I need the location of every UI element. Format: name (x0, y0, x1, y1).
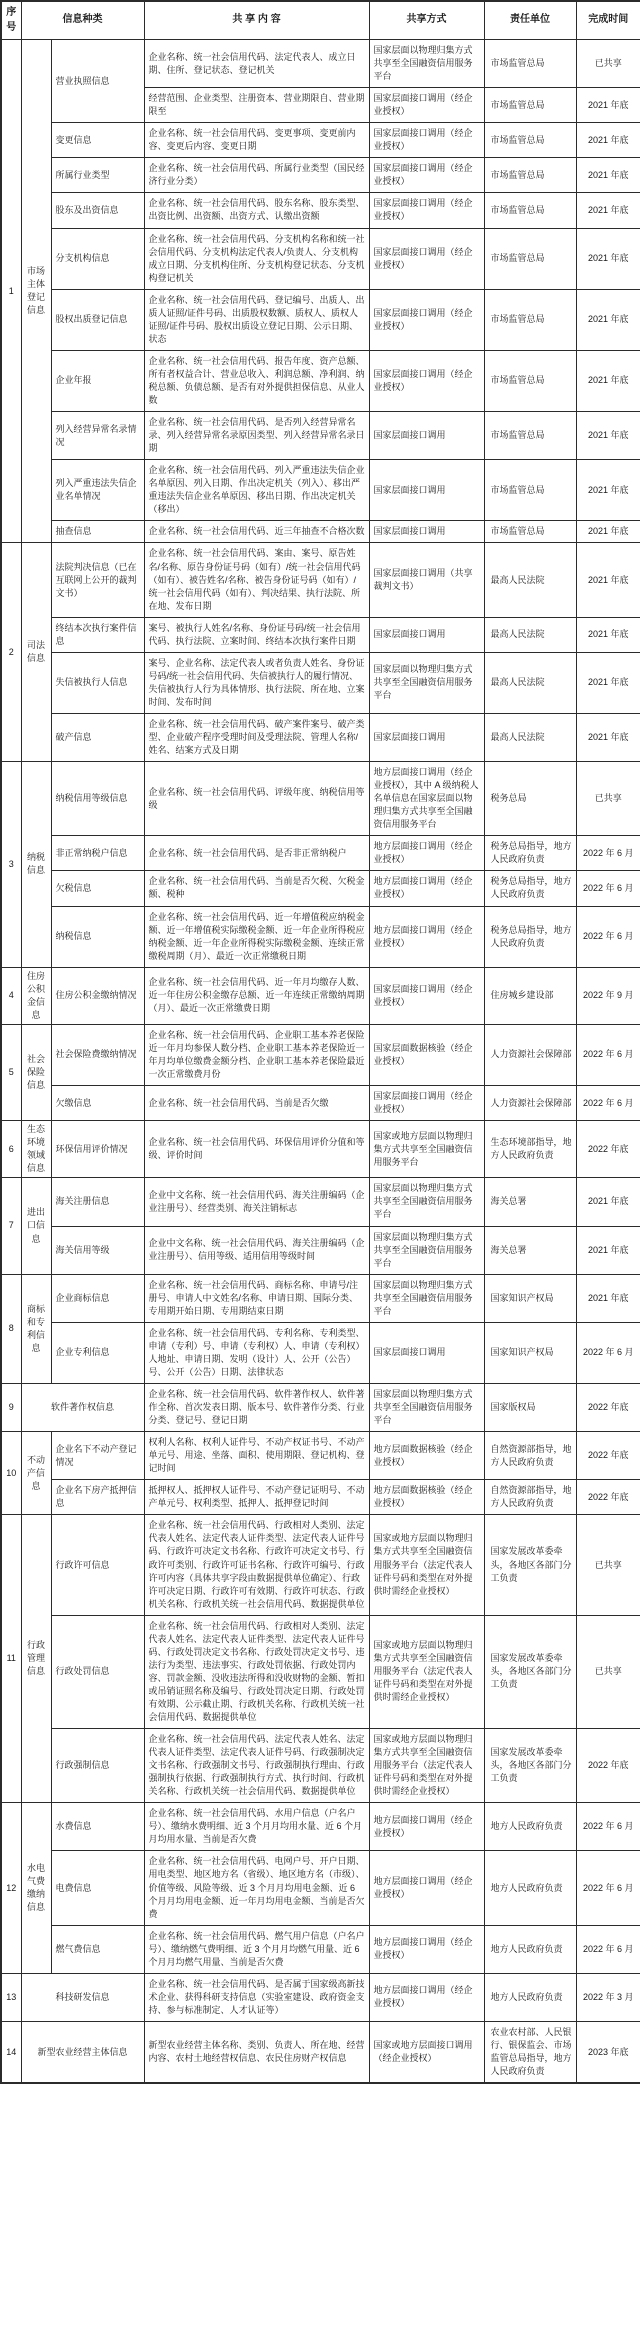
table-row (1, 1024, 640, 1085)
row-number: 8 (1, 1274, 21, 1383)
share-content-cell: 企业名称、统一社会信用代码、近一年月均缴存人数、近一年住房公积金缴存总额、近一年连续正常缴纳周期（月）、最近一次正常缴费日期 (144, 967, 369, 1024)
share-method-cell: 国家或地方层面以物理归集方式共享至全国融资信用服务平台（法定代表人证件号码和类型在对外提供时需经企业授权） (369, 1615, 484, 1728)
share-content-cell: 企业名称、统一社会信用代码、燃气用户信息（户名户号）、缴纳燃气费明细、近 3 个月月均燃气用量、近 6 个月月均燃气用量、当前是否欠费 (144, 1925, 369, 1973)
share-method-cell: 国家层面接口调用 (369, 617, 484, 652)
responsible-unit-cell: 自然资源部指导，地方人民政府负责 (484, 1432, 576, 1480)
completion-time-cell: 2022 年底 (576, 1729, 640, 1803)
table-row (1, 1851, 640, 1925)
info-type-cell: 行政许可信息 (51, 1515, 144, 1615)
share-method-cell: 国家层面接口调用（经企业授权） (369, 967, 484, 1024)
responsible-unit-cell: 税务总局指导，地方人民政府负责 (484, 906, 576, 967)
share-content-cell: 企业名称、统一社会信用代码、所属行业类型（国民经济行业分类） (144, 158, 369, 193)
responsible-unit-cell: 国家知识产权局 (484, 1322, 576, 1383)
info-category-label: 社会保险信息 (21, 1024, 51, 1120)
table-row (1, 123, 640, 158)
responsible-unit-cell: 最高人民法院 (484, 543, 576, 617)
info-type-cell: 股东及出资信息 (51, 193, 144, 228)
table-row (1, 460, 640, 521)
share-content-cell: 企业名称、统一社会信用代码、分支机构名称和统一社会信用代码、分支机构法定代表人/负责人、分支机构成立日期、分支机构住所、分支机构登记状态、分支机构登记机关 (144, 228, 369, 289)
row-number: 10 (1, 1432, 21, 1515)
share-method-cell: 地方层面接口调用（经企业授权） (369, 906, 484, 967)
share-method-cell: 地方层面接口调用（经企业授权） (369, 871, 484, 906)
info-type-cell: 终结本次执行案件信息 (51, 617, 144, 652)
share-method-cell: 国家层面接口调用 (369, 1322, 484, 1383)
share-method-cell: 国家层面以物理归集方式共享至全国融资信用服务平台 (369, 1178, 484, 1226)
share-method-cell: 国家层面接口调用（经企业授权） (369, 88, 484, 123)
responsible-unit-cell: 市场监管总局 (484, 412, 576, 460)
completion-time-cell: 2021 年底 (576, 652, 640, 713)
responsible-unit-cell: 市场监管总局 (484, 193, 576, 228)
info-type-cell: 列入经营异常名录情况 (51, 412, 144, 460)
completion-time-cell: 已共享 (576, 1515, 640, 1615)
table-row (1, 1480, 640, 1515)
info-type-cell: 社会保险费缴纳情况 (51, 1024, 144, 1085)
completion-time-cell: 2022 年 6 月 (576, 906, 640, 967)
table-row (1, 967, 640, 1024)
col-header-responsible-unit: 责任单位 (484, 1, 576, 40)
completion-time-cell: 2021 年底 (576, 228, 640, 289)
share-content-cell: 企业名称、统一社会信用代码、专利名称、专利类型、申请（专利）号、申请（专利权）人、申请（专利权）人地址、申请日期、发明（设计）人、公开（公告）号、公开（公告）日期、法律状态 (144, 1322, 369, 1383)
share-content-cell: 新型农业经营主体名称、类别、负责人、所在地、经营内容、农村土地经营权信息、农民住房财产权信息 (144, 2021, 369, 2083)
completion-time-cell: 已共享 (576, 762, 640, 836)
col-header-completion-time: 完成时间 (576, 1, 640, 40)
share-content-cell: 企业名称、统一社会信用代码、当前是否欠税、欠税金额、税种 (144, 871, 369, 906)
table-row (1, 350, 640, 411)
responsible-unit-cell: 最高人民法院 (484, 617, 576, 652)
share-method-cell: 地方层面数据核验（经企业授权） (369, 1432, 484, 1480)
share-content-cell: 企业名称、统一社会信用代码、商标名称、申请号/注册号、申请人中文姓名/名称、申请日期、国际分类、专用期开始日期、专用期结束日期 (144, 1274, 369, 1322)
table-row (1, 1925, 640, 1973)
info-category-label: 纳税信息 (21, 762, 51, 968)
responsible-unit-cell: 市场监管总局 (484, 460, 576, 521)
responsible-unit-cell: 农业农村部、人民银行、银保监会、市场监管总局指导，地方人民政府负责 (484, 2021, 576, 2083)
share-content-cell: 企业名称、统一社会信用代码、报告年度、资产总额、所有者权益合计、营业总收入、利润总额、净利润、纳税总额、负债总额、是否有对外提供担保信息、从业人数 (144, 350, 369, 411)
table-row (1, 2021, 640, 2083)
completion-time-cell: 2021 年底 (576, 158, 640, 193)
table-row (1, 1383, 640, 1431)
info-type-cell: 营业执照信息 (51, 40, 144, 123)
completion-time-cell: 2021 年底 (576, 88, 640, 123)
completion-time-cell: 2022 年 6 月 (576, 1024, 640, 1085)
info-type-cell: 分支机构信息 (51, 228, 144, 289)
responsible-unit-cell: 市场监管总局 (484, 88, 576, 123)
info-type-cell: 抽查信息 (51, 521, 144, 543)
share-content-cell: 企业名称、统一社会信用代码、列入严重违法失信企业名单原因、列入日期、作出决定机关（列入）、移出严重违法失信企业名单原因、移出日期、作出决定机关（移出） (144, 460, 369, 521)
row-number: 2 (1, 543, 21, 762)
share-content-cell: 企业名称、统一社会信用代码、环保信用评价分值和等级、评价时间 (144, 1121, 369, 1178)
info-type-cell: 法院判决信息（已在互联网上公开的裁判文书） (51, 543, 144, 617)
info-type-cell: 欠缴信息 (51, 1086, 144, 1121)
share-method-cell: 地方层面接口调用（经企业授权） (369, 1851, 484, 1925)
col-header-share-method: 共享方式 (369, 1, 484, 40)
share-method-cell: 地方层面接口调用（经企业授权） (369, 836, 484, 871)
responsible-unit-cell: 税务总局 (484, 762, 576, 836)
share-method-cell: 地方层面数据核验（经企业授权） (369, 1480, 484, 1515)
completion-time-cell: 2021 年底 (576, 543, 640, 617)
share-content-cell: 企业名称、统一社会信用代码、法定代表人、成立日期、住所、登记状态、登记机关 (144, 40, 369, 88)
share-method-cell: 国家层面接口调用 (369, 460, 484, 521)
completion-time-cell: 2021 年底 (576, 713, 640, 761)
share-content-cell: 经营范围、企业类型、注册资本、营业期限自、营业期限至 (144, 88, 369, 123)
col-header-info-category: 信息种类 (21, 1, 144, 40)
responsible-unit-cell: 市场监管总局 (484, 521, 576, 543)
table-row (1, 40, 640, 88)
responsible-unit-cell: 市场监管总局 (484, 123, 576, 158)
responsible-unit-cell: 地方人民政府负责 (484, 1925, 576, 1973)
responsible-unit-cell: 人力资源社会保障部 (484, 1024, 576, 1085)
share-method-cell: 国家或地方层面以物理归集方式共享至全国融资信用服务平台（法定代表人证件号码和类型在对外提供时需经企业授权） (369, 1515, 484, 1615)
table-row (1, 871, 640, 906)
responsible-unit-cell: 国家知识产权局 (484, 1274, 576, 1322)
share-method-cell: 国家层面数据核验（经企业授权） (369, 1024, 484, 1085)
completion-time-cell: 2022 年 6 月 (576, 836, 640, 871)
row-number: 14 (1, 2021, 21, 2083)
info-category-label: 进出口信息 (21, 1178, 51, 1274)
info-type-cell: 非正常纳税户信息 (51, 836, 144, 871)
share-content-cell: 企业名称、统一社会信用代码、是否非正常纳税户 (144, 836, 369, 871)
info-type-cell: 海关信用等级 (51, 1226, 144, 1274)
completion-time-cell: 2021 年底 (576, 617, 640, 652)
table-row (1, 713, 640, 761)
responsible-unit-cell: 人力资源社会保障部 (484, 1086, 576, 1121)
table-row (1, 617, 640, 652)
responsible-unit-cell: 地方人民政府负责 (484, 1803, 576, 1851)
table-row (1, 228, 640, 289)
share-method-cell: 地方层面接口调用（经企业授权） (369, 1925, 484, 1973)
info-category-label: 司法信息 (21, 543, 51, 762)
table-row (1, 906, 640, 967)
completion-time-cell: 2021 年底 (576, 289, 640, 350)
info-type-cell: 住房公积金缴纳情况 (51, 967, 144, 1024)
row-number: 11 (1, 1515, 21, 1803)
responsible-unit-cell: 自然资源部指导，地方人民政府负责 (484, 1480, 576, 1515)
table-row (1, 521, 640, 543)
table-row (1, 1226, 640, 1274)
table-row (1, 1803, 640, 1851)
completion-time-cell: 2022 年底 (576, 1432, 640, 1480)
info-type-cell: 企业专利信息 (51, 1322, 144, 1383)
responsible-unit-cell: 市场监管总局 (484, 350, 576, 411)
table-row (1, 1432, 640, 1480)
share-content-cell: 企业名称、统一社会信用代码、近三年抽查不合格次数 (144, 521, 369, 543)
responsible-unit-cell: 市场监管总局 (484, 289, 576, 350)
share-method-cell: 国家或地方层面以物理归集方式共享至全国融资信用服务平台 (369, 1121, 484, 1178)
table-row (1, 762, 640, 836)
share-content-cell: 企业名称、统一社会信用代码、法定代表人姓名、法定代表人证件类型、法定代表人证件号码、行政强制决定文书名称、行政强制文书号、行政强制执行理由、行政强制执行依据、行政强制执行方式、执行时间、行政机关名称、行政机关统一社会信用代码、数据提供单位 (144, 1729, 369, 1803)
responsible-unit-cell: 税务总局指导，地方人民政府负责 (484, 836, 576, 871)
row-number: 9 (1, 1383, 21, 1431)
share-method-cell: 国家层面接口调用 (369, 521, 484, 543)
info-type-cell: 所属行业类型 (51, 158, 144, 193)
share-method-cell: 国家层面接口调用（共享裁判文书） (369, 543, 484, 617)
responsible-unit-cell: 生态环境部指导，地方人民政府负责 (484, 1121, 576, 1178)
table-body (1, 40, 640, 2084)
share-content-cell: 案号、被执行人姓名/名称、身份证号码/统一社会信用代码、执行法院、立案时间、终结本次执行案件日期 (144, 617, 369, 652)
share-content-cell: 企业名称、统一社会信用代码、行政相对人类别、法定代表人姓名、法定代表人证件类型、法定代表人证件号码、行政许可决定文书名称、行政许可决定文书号、行政许可类别、行政许可证书名称、行政许可编号、行政许可内容（具体共享字段由数据提供单位确定）、行政许可决定日期、行政许可有效期、行政许可状态、行政机关名称、行政机关统一社会信用代码、数据提供单位 (144, 1515, 369, 1615)
info-category-label: 住房公积金信息 (21, 967, 51, 1024)
share-content-cell: 企业名称、统一社会信用代码、案由、案号、原告姓名/名称、原告身份证号码（如有）/统一社会信用代码（如有）、被告姓名/名称、被告身份证号码（如有）/统一社会信用代码（如有）、判决结果、执行法院、所在地、发布日期 (144, 543, 369, 617)
responsible-unit-cell: 国家版权局 (484, 1383, 576, 1431)
info-category-label: 科技研发信息 (21, 1973, 144, 2021)
header-row (1, 1, 640, 40)
share-content-cell: 企业名称、统一社会信用代码、近一年增值税应纳税金额、近一年增值税实际缴税金额、近一年企业所得税应纳税金额、近一年企业所得税实际缴税金额、连续正常缴税周期（月）、最近一次正常缴税日期 (144, 906, 369, 967)
row-number: 13 (1, 1973, 21, 2021)
share-content-cell: 企业名称、统一社会信用代码、评级年度、纳税信用等级 (144, 762, 369, 836)
share-method-cell: 国家或地方层面以物理归集方式共享至全国融资信用服务平台（法定代表人证件号码和类型在对外提供时需经企业授权） (369, 1729, 484, 1803)
info-type-cell: 环保信用评价情况 (51, 1121, 144, 1178)
completion-time-cell: 2022 年 6 月 (576, 871, 640, 906)
completion-time-cell: 已共享 (576, 1615, 640, 1728)
table-row (1, 1178, 640, 1226)
share-content-cell: 企业中文名称、统一社会信用代码、海关注册编码（企业注册号）、经营类别、海关注销标志 (144, 1178, 369, 1226)
share-method-cell: 国家层面接口调用（经企业授权） (369, 228, 484, 289)
table-row (1, 543, 640, 617)
row-number: 1 (1, 40, 21, 543)
share-method-cell: 国家层面接口调用（经企业授权） (369, 123, 484, 158)
info-type-cell: 企业年报 (51, 350, 144, 411)
info-type-cell: 变更信息 (51, 123, 144, 158)
completion-time-cell: 2022 年 6 月 (576, 1925, 640, 1973)
share-method-cell: 国家层面以物理归集方式共享至全国融资信用服务平台 (369, 1274, 484, 1322)
table-row (1, 1729, 640, 1803)
share-method-cell: 国家层面以物理归集方式共享至全国融资信用服务平台 (369, 1226, 484, 1274)
completion-time-cell: 2021 年底 (576, 460, 640, 521)
share-content-cell: 企业名称、统一社会信用代码、企业职工基本养老保险近一年月均参保人数分档、企业职工基本养老保险近一年月均单位缴费金额分档、企业职工基本养老保险最近一次正常缴费月份 (144, 1024, 369, 1085)
completion-time-cell: 2022 年底 (576, 1480, 640, 1515)
share-method-cell: 国家层面接口调用（经企业授权） (369, 289, 484, 350)
responsible-unit-cell: 海关总署 (484, 1178, 576, 1226)
table-row (1, 1274, 640, 1322)
info-category-label: 行政管理信息 (21, 1515, 51, 1803)
responsible-unit-cell: 地方人民政府负责 (484, 1973, 576, 2021)
info-type-cell: 列入严重违法失信企业名单情况 (51, 460, 144, 521)
responsible-unit-cell: 国家发展改革委牵头，各地区各部门分工负责 (484, 1615, 576, 1728)
info-category-label: 新型农业经营主体信息 (21, 2021, 144, 2083)
table-row (1, 158, 640, 193)
row-number: 3 (1, 762, 21, 968)
completion-time-cell: 2021 年底 (576, 412, 640, 460)
row-number: 6 (1, 1121, 21, 1178)
col-header-share-content: 共 享 内 容 (144, 1, 369, 40)
share-content-cell: 权利人名称、权利人证件号、不动产权证书号、不动产单元号、用途、坐落、面积、使用期限、登记机构、登记时间 (144, 1432, 369, 1480)
responsible-unit-cell: 住房城乡建设部 (484, 967, 576, 1024)
responsible-unit-cell: 地方人民政府负责 (484, 1851, 576, 1925)
info-type-cell: 海关注册信息 (51, 1178, 144, 1226)
share-method-cell: 地方层面接口调用（经企业授权），其中 A 级纳税人名单信息在国家层面以物理归集方式共享至全国融资信用服务平台 (369, 762, 484, 836)
info-type-cell: 欠税信息 (51, 871, 144, 906)
share-method-cell: 国家层面以物理归集方式共享至全国融资信用服务平台 (369, 1383, 484, 1431)
col-header-index: 序号 (1, 1, 21, 40)
table-row (1, 412, 640, 460)
info-type-cell: 行政处罚信息 (51, 1615, 144, 1728)
completion-time-cell: 2022 年 6 月 (576, 1803, 640, 1851)
info-category-label: 不动产信息 (21, 1432, 51, 1515)
table-row (1, 1615, 640, 1728)
table-row (1, 1973, 640, 2021)
row-number: 12 (1, 1803, 21, 1974)
share-content-cell: 企业名称、统一社会信用代码、是否列入经营异常名录、列入经营异常名录原因类型、列入经营异常名录日期 (144, 412, 369, 460)
responsible-unit-cell: 市场监管总局 (484, 158, 576, 193)
info-category-label: 商标和专利信息 (21, 1274, 51, 1383)
share-method-cell: 国家层面接口调用（经企业授权） (369, 1086, 484, 1121)
completion-time-cell: 2023 年底 (576, 2021, 640, 2083)
share-content-cell: 企业名称、统一社会信用代码、电网户号、开户日期、用电类型、地区地方名（省级）、地区地方名（市级）、价值等级、风险等级、近 3 个月月均用电金额、近 6 个月月均用电金额、近一年月均用电金额、当前是否欠费 (144, 1851, 369, 1925)
info-type-cell: 燃气费信息 (51, 1925, 144, 1973)
share-content-cell: 企业名称、统一社会信用代码、变更事项、变更前内容、变更后内容、变更日期 (144, 123, 369, 158)
completion-time-cell: 2022 年 9 月 (576, 967, 640, 1024)
share-content-cell: 企业名称、统一社会信用代码、行政相对人类别、法定代表人姓名、法定代表人证件类型、法定代表人证件号码、行政处罚决定文书名称、行政处罚决定文书号、违法行为类型、违法事实、行政处罚依据、行政处罚内容、罚款金额、没收违法所得和没收财物的金额、暂扣或吊销证照名称及编号、行政处罚决定日期、行政处罚有效期、公示截止期、行政机关名称、行政机关统一社会信用代码、数据提供单位 (144, 1615, 369, 1728)
completion-time-cell: 2021 年底 (576, 1226, 640, 1274)
table-row (1, 652, 640, 713)
completion-time-cell: 已共享 (576, 40, 640, 88)
table-row (1, 1086, 640, 1121)
share-method-cell: 国家层面以物理归集方式共享至全国融资信用服务平台 (369, 652, 484, 713)
table-row (1, 1515, 640, 1615)
info-type-cell: 企业商标信息 (51, 1274, 144, 1322)
responsible-unit-cell: 市场监管总局 (484, 40, 576, 88)
share-method-cell: 国家层面以物理归集方式共享至全国融资信用服务平台 (369, 40, 484, 88)
completion-time-cell: 2021 年底 (576, 193, 640, 228)
responsible-unit-cell: 海关总署 (484, 1226, 576, 1274)
info-category-label: 软件著作权信息 (21, 1383, 144, 1431)
share-method-cell: 国家层面接口调用（经企业授权） (369, 193, 484, 228)
share-content-cell: 企业名称、统一社会信用代码、水用户信息（户名户号）、缴纳水费明细、近 3 个月月均用水量、近 6 个月月均用水量、当前是否欠费 (144, 1803, 369, 1851)
share-method-cell: 地方层面接口调用（经企业授权） (369, 1803, 484, 1851)
share-method-cell: 国家层面接口调用（经企业授权） (369, 350, 484, 411)
completion-time-cell: 2021 年底 (576, 1178, 640, 1226)
share-method-cell: 国家层面接口调用 (369, 412, 484, 460)
share-content-cell: 企业名称、统一社会信用代码、登记编号、出质人、出质人证照/证件号码、出质股权数额、质权人、质权人证照/证件号码、股权出质设立登记日期、公示日期、状态 (144, 289, 369, 350)
completion-time-cell: 2022 年 6 月 (576, 1322, 640, 1383)
info-type-cell: 企业名下房产抵押信息 (51, 1480, 144, 1515)
share-content-cell: 企业名称、统一社会信用代码、当前是否欠缴 (144, 1086, 369, 1121)
info-type-cell: 企业名下不动产登记情况 (51, 1432, 144, 1480)
table-row (1, 836, 640, 871)
share-method-cell: 地方层面接口调用（经企业授权） (369, 1973, 484, 2021)
share-content-cell: 企业中文名称、统一社会信用代码、海关注册编码（企业注册号）、信用等级、适用信用等级时间 (144, 1226, 369, 1274)
completion-time-cell: 2022 年底 (576, 1383, 640, 1431)
table-row (1, 1322, 640, 1383)
row-number: 5 (1, 1024, 21, 1120)
responsible-unit-cell: 最高人民法院 (484, 652, 576, 713)
responsible-unit-cell: 国家发展改革委牵头，各地区各部门分工负责 (484, 1729, 576, 1803)
row-number: 4 (1, 967, 21, 1024)
info-type-cell: 电费信息 (51, 1851, 144, 1925)
table-row (1, 193, 640, 228)
completion-time-cell: 2021 年底 (576, 1274, 640, 1322)
completion-time-cell: 2021 年底 (576, 521, 640, 543)
responsible-unit-cell: 国家发展改革委牵头，各地区各部门分工负责 (484, 1515, 576, 1615)
info-type-cell: 纳税信息 (51, 906, 144, 967)
row-number: 7 (1, 1178, 21, 1274)
share-content-cell: 案号、企业名称、法定代表人或者负责人姓名、身份证号码/统一社会信用代码、失信被执行人的履行情况、失信被执行人行为具体情形、执行法院、所在地、立案时间、发布时间 (144, 652, 369, 713)
share-content-cell: 企业名称、统一社会信用代码、破产案件案号、破产类型、企业破产程序受理时间及受理法院、管理人名称/姓名、结案方式及日期 (144, 713, 369, 761)
share-method-cell: 国家层面接口调用 (369, 713, 484, 761)
responsible-unit-cell: 最高人民法院 (484, 713, 576, 761)
table-row (1, 1121, 640, 1178)
info-type-cell: 失信被执行人信息 (51, 652, 144, 713)
completion-time-cell: 2021 年底 (576, 350, 640, 411)
share-content-cell: 抵押权人、抵押权人证件号、不动产登记证明号、不动产单元号、权利类型、抵押人、抵押登记时间 (144, 1480, 369, 1515)
responsible-unit-cell: 税务总局指导，地方人民政府负责 (484, 871, 576, 906)
completion-time-cell: 2022 年底 (576, 1121, 640, 1178)
info-type-cell: 破产信息 (51, 713, 144, 761)
info-category-label: 市场主体登记信息 (21, 40, 51, 543)
info-category-label: 水电气费缴纳信息 (21, 1803, 51, 1974)
info-type-cell: 纳税信用等级信息 (51, 762, 144, 836)
completion-time-cell: 2022 年 6 月 (576, 1851, 640, 1925)
info-type-cell: 水费信息 (51, 1803, 144, 1851)
share-content-cell: 企业名称、统一社会信用代码、是否属于国家级高新技术企业、获得科研支持信息（实验室建设、政府资金支持、参与标准制定、人才认证等） (144, 1973, 369, 2021)
responsible-unit-cell: 市场监管总局 (484, 228, 576, 289)
info-category-label: 生态环境领域信息 (21, 1121, 51, 1178)
info-type-cell: 行政强制信息 (51, 1729, 144, 1803)
share-method-cell: 国家层面接口调用（经企业授权） (369, 158, 484, 193)
completion-time-cell: 2022 年 6 月 (576, 1086, 640, 1121)
completion-time-cell: 2022 年 3 月 (576, 1973, 640, 2021)
share-method-cell: 国家或地方层面接口调用（经企业授权） (369, 2021, 484, 2083)
share-content-cell: 企业名称、统一社会信用代码、股东名称、股东类型、出资比例、出资额、出资方式、认缴出资额 (144, 193, 369, 228)
info-type-cell: 股权出质登记信息 (51, 289, 144, 350)
share-content-cell: 企业名称、统一社会信用代码、软件著作权人、软件著作全称、首次发表日期、版本号、软件著作分类、行业分类、登记号、登记日期 (144, 1383, 369, 1431)
table-row (1, 289, 640, 350)
completion-time-cell: 2021 年底 (576, 123, 640, 158)
